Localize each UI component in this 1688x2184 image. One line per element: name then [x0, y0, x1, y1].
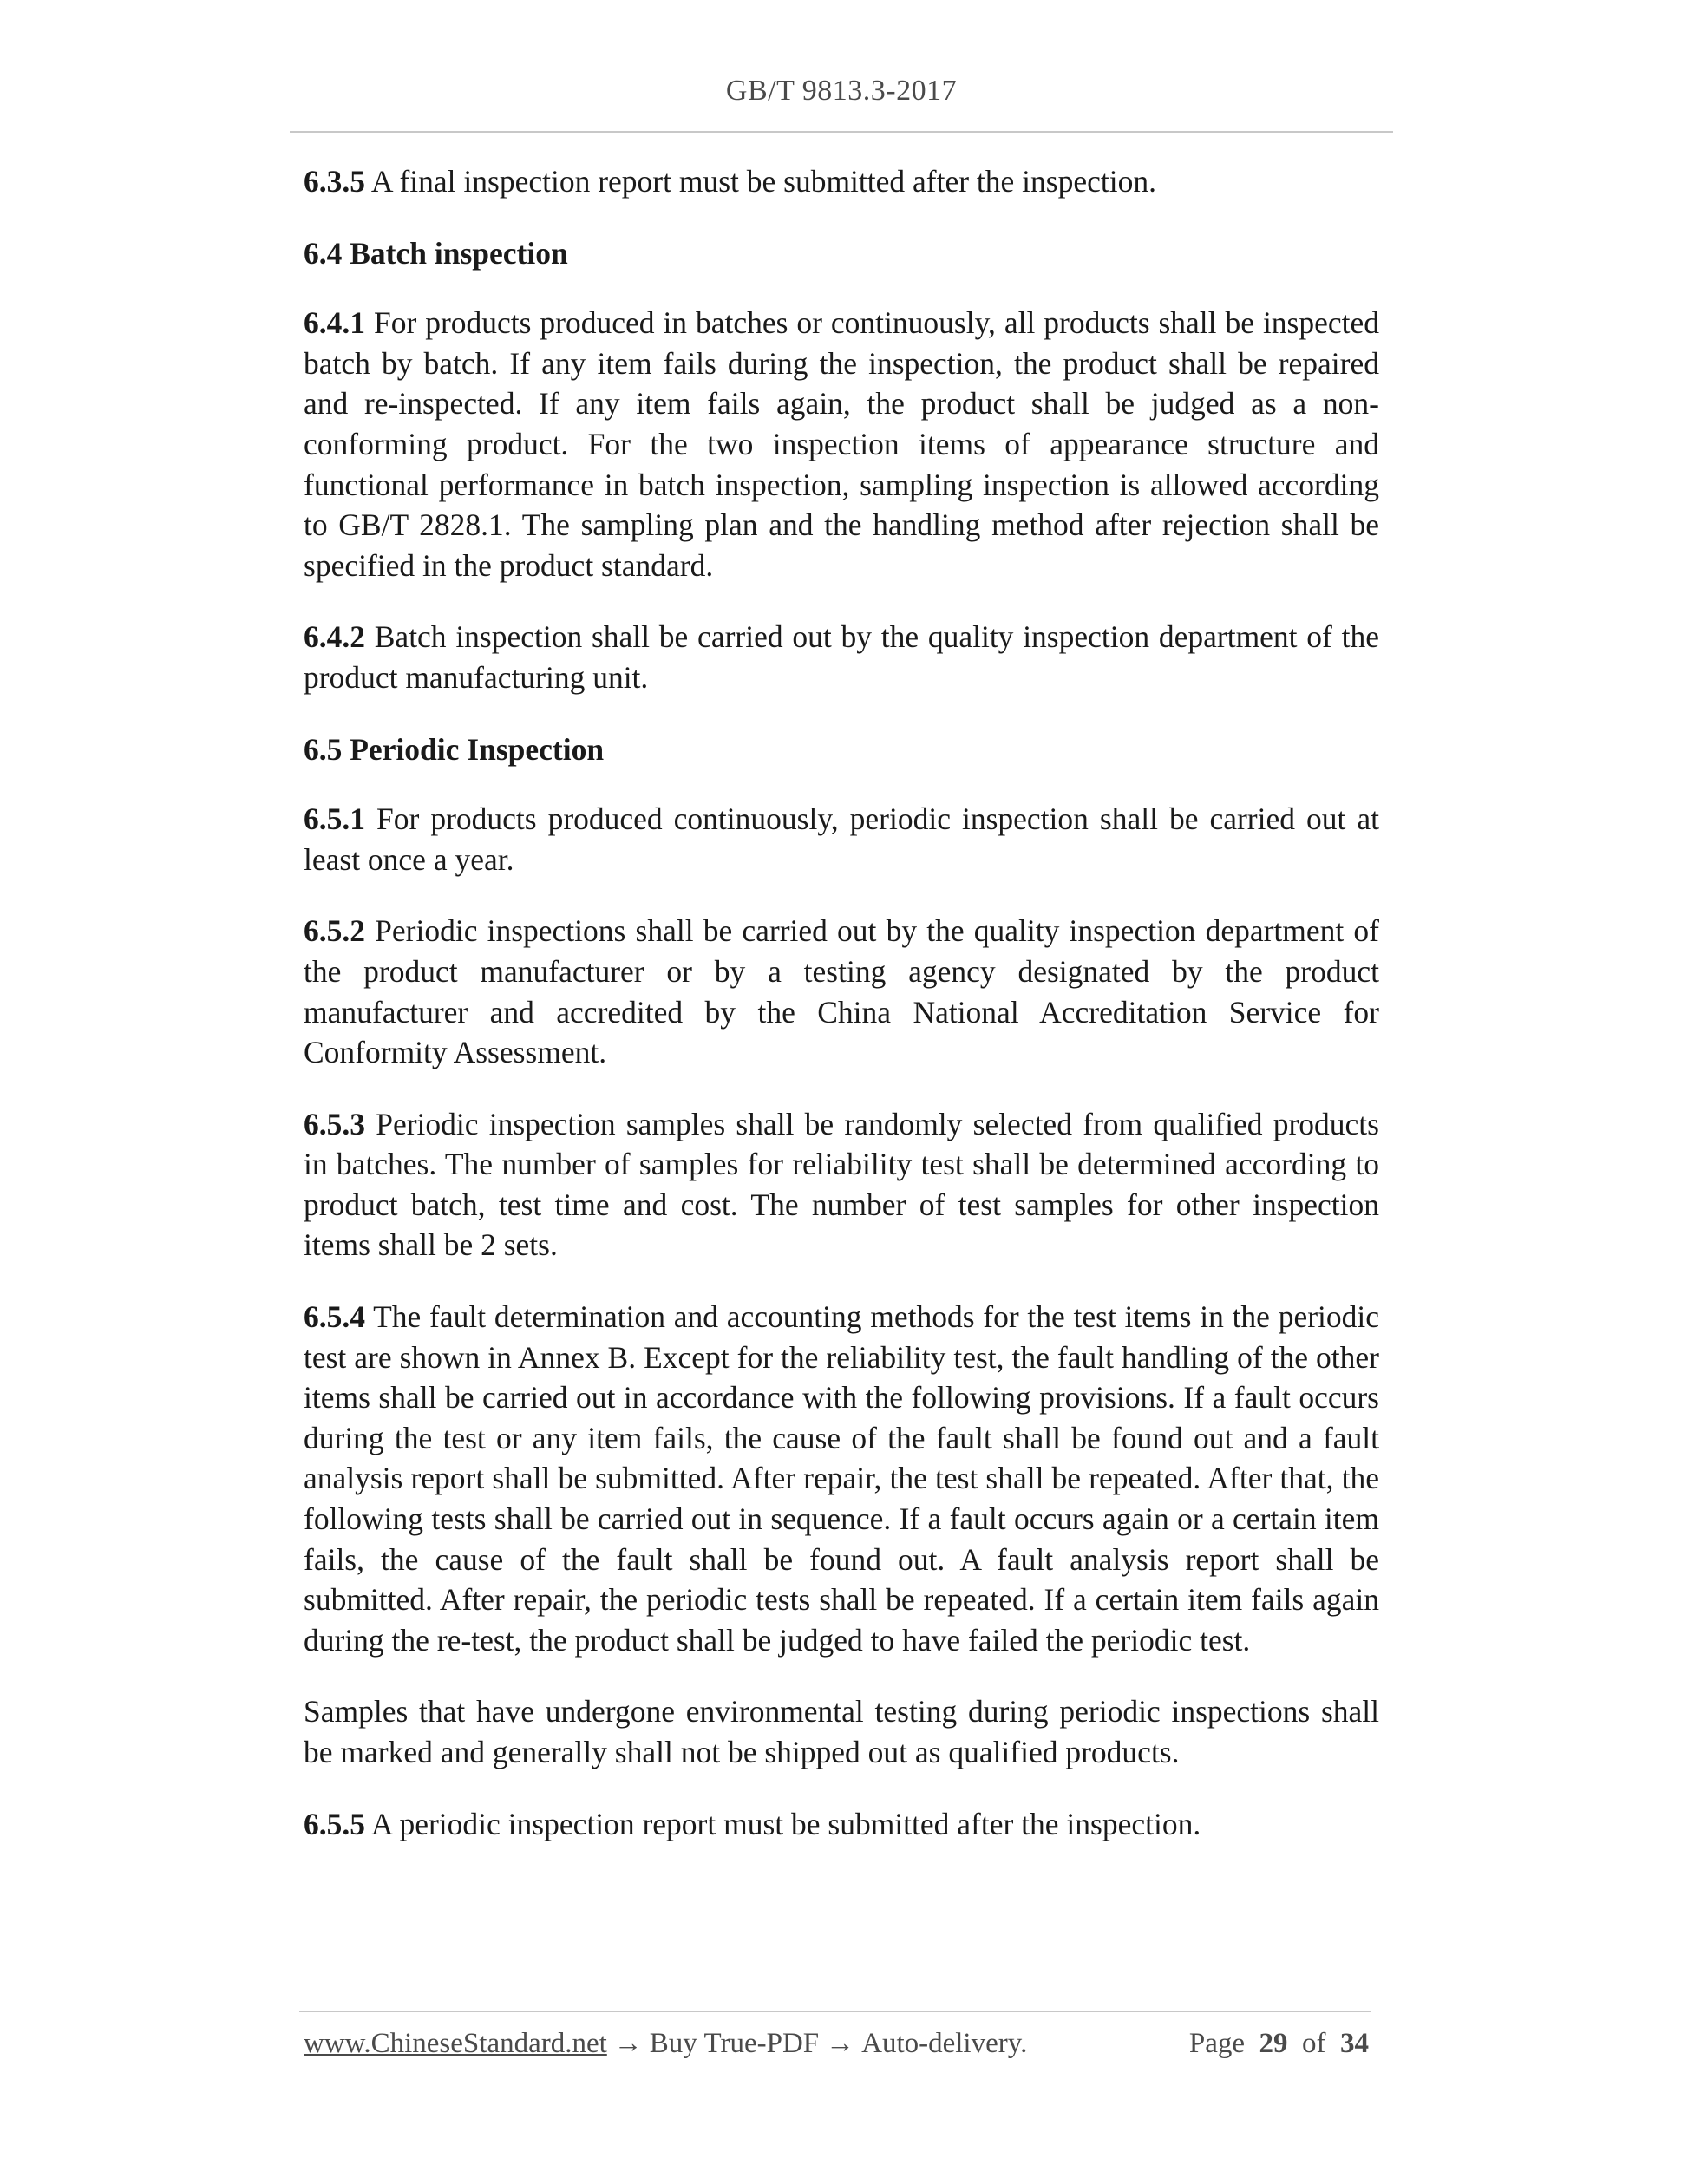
arrow-right-icon: →: [613, 2028, 643, 2059]
footer-promo: [304, 2028, 1027, 2060]
clause-number: 6.3.5: [304, 164, 365, 199]
clause-text: Periodic inspection samples shall be randomly selected from qualified products in batches. The number of samples for reliability test shall be determined according to product batch, test time and cost. The number of test samples for other inspection items shall be 2 sets.: [304, 1106, 1379, 1263]
clause-number: 6.4.2: [304, 619, 365, 655]
clause-6-5-1: [304, 799, 1379, 879]
clause-6-4-2: [304, 617, 1379, 697]
clause-text: Batch inspection shall be carried out by the quality inspection department of the product manufacturing unit.: [304, 619, 1379, 695]
clause-6-5-2: [304, 911, 1379, 1072]
total-pages: 34: [1340, 2028, 1369, 2059]
clause-number: 6.5.3: [304, 1106, 365, 1141]
arrow-right-icon: →: [826, 2028, 855, 2059]
clause-number: 6.5.5: [304, 1806, 365, 1841]
clause-text: The fault determination and accounting methods for the test items in the periodic test are shown in Annex B. Except for the reliability test, the fault handling of the other items shall be carried out in accordance with the following provisions. If a fault occurs during the test or any item fails, the cause of the fault shall be found out and a fault analysis report shall be submitted. After repair, the test shall be repeated. After that, the following tests shall be carried out in sequence. If a fault occurs again or a certain item fails, the cause of the fault shall be found out. A fault analysis report shall be submitted. After repair, the periodic tests shall be repeated. If a certain item fails again during the re-test, the product shall be judged to have failed the periodic test.: [304, 1299, 1379, 1658]
current-page: 29: [1259, 2028, 1288, 2059]
clause-6-5-4: [304, 1297, 1379, 1660]
clause-text: Periodic inspections shall be carried out by the quality inspection department of the product manufacturer or by a testing agency designated by the product manufacturer and accredited by the China National Accreditation Service for Conformity Assessment.: [304, 913, 1379, 1070]
clause-6-4-1: [304, 303, 1379, 585]
clause-number: 6.5.1: [304, 801, 365, 837]
clause-6-5-5: [304, 1804, 1379, 1845]
clause-text: A periodic inspection report must be submitted after the inspection.: [365, 1806, 1201, 1841]
clause-text: For products produced in batches or continuously, all products shall be inspected batch by batch. If any item fails during the inspection, the product shall be repaired and re-inspected. If any item fails again, the product shall be judged as a non-conforming product. For the two inspection items of appearance structure and functional performance in batch inspection, sampling inspection is allowed according to GB/T 2828.1. The sampling plan and the handling method after rejection shall be specified in the product standard.: [304, 305, 1379, 583]
document-code: GB/T 9813.3-2017: [725, 75, 958, 107]
website-link[interactable]: www.ChineseStandard.net: [304, 2028, 607, 2059]
clause-number: 6.4.1: [304, 305, 365, 341]
section-heading-6-5: 6.5 Periodic Inspection: [304, 731, 605, 767]
page-number: [1189, 2028, 1369, 2060]
clause-6-5-4-note: Samples that have undergone environmental testing during periodic inspections shall be marked and generally shall not be shipped out as qualified products.: [304, 1694, 1379, 1769]
clause-text: For products produced continuously, periodic inspection shall be carried out at least once a year.: [304, 801, 1379, 877]
clause-number: 6.5.2: [304, 913, 365, 949]
section-heading-6-4: 6.4 Batch inspection: [304, 235, 568, 271]
of-label: of: [1302, 2028, 1326, 2059]
footer-divider: [299, 2011, 1371, 2012]
buy-true-pdf-text: Buy True-PDF: [649, 2028, 820, 2059]
clause-number: 6.5.4: [304, 1299, 365, 1335]
page-footer: [304, 2028, 1369, 2071]
clause-6-3-5: [304, 161, 1379, 202]
page-header: [290, 0, 1393, 133]
clause-text: A final inspection report must be submitted after the inspection.: [365, 164, 1156, 199]
clause-6-5-3: [304, 1104, 1379, 1265]
page-label: Page: [1188, 2028, 1245, 2059]
document-body: [304, 161, 1379, 1875]
auto-delivery-text: Auto-delivery.: [861, 2028, 1028, 2059]
